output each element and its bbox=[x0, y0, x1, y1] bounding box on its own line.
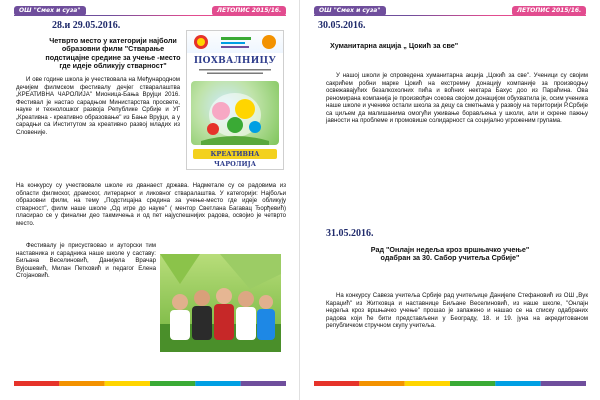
header-rule-right bbox=[314, 15, 586, 16]
left-article-title: Четврто место у категорији најболи образовни филм "Стварање подстицајне средине за учење -место где идеје обликују стварност" bbox=[45, 36, 181, 71]
header-badge-year-right: ЛЕТОПИС 2015/16. bbox=[512, 6, 586, 16]
poster-logos-icon bbox=[187, 31, 283, 53]
header-badge-school-right: ОШ "Смех и суза" bbox=[314, 6, 386, 16]
header-badge-year: ЛЕТОПИС 2015/16. bbox=[212, 6, 286, 16]
right-article-title-1: Хуманитарна акција „ Цокић за све" bbox=[330, 41, 459, 50]
header-rule bbox=[14, 15, 286, 16]
left-closing-paragraph bbox=[16, 242, 156, 280]
right-text-1: У нашој школи је спроведена хуманитарна акција „Цокић за све". Ученици су својим сакрићем робни марке Цокић на екстремну донацију компаније за производњу освежавајућих безалкохолних пића и воћних нектара Бахус доо из Параћина. Ова реномирана компанија је произвођач сокова својом донацијом обухватила је, осим ученика наше школе и ученике остали школа за децу са сметњама у развоју на територији Р.Србије са циљем да малишанима омогући уживање борављења у школи, али и скрене пажњу јавности на проблеме и промовише солидарност са социјално угроженим групама. bbox=[326, 72, 588, 125]
poster-illustration-icon bbox=[191, 81, 279, 145]
right-date-1: 30.05.2016. bbox=[318, 20, 366, 31]
right-rainbow-footer bbox=[314, 381, 586, 386]
left-rainbow-footer bbox=[14, 381, 286, 386]
left-intro-paragraph bbox=[16, 76, 180, 136]
right-page bbox=[300, 0, 600, 400]
right-date-2: 31.05.2016. bbox=[326, 228, 374, 239]
poster-footer-banner: КРЕАТИВНА ЧАРОЛИЈА bbox=[193, 149, 277, 159]
team-photo-image bbox=[160, 254, 281, 352]
right-paragraph-2 bbox=[326, 292, 588, 330]
header-badge-school: ОШ "Смех и суза" bbox=[14, 6, 86, 16]
left-intro-text: И ове године школа је учествовала на Међународном дечијем филмском фестивалу дечјег стваралаштва „КРЕАТИВНА ЧАРОЛИЈА" Мионица-Бања Врујци 2016. Фестивал је настао сарадњом Министарства просвете, науке и технолошког развоја Републике Србије и УГ „Креативна - креативно образовање" из Бање Врујци, а у сарадњи са Институтом за креативно развој младих из Словеније. bbox=[16, 76, 180, 136]
left-date: 28.и 29.05.2016. bbox=[52, 20, 121, 31]
team-photo-icon bbox=[160, 254, 281, 352]
poster-title: ПОХВАЛНИЦУ bbox=[193, 56, 277, 66]
certificate-poster-image bbox=[186, 30, 284, 170]
right-text-2: На конкурсу Савеза учитеља Србије рад учитељице Данијеле Стефановић из ОШ „Вук Караџић" из Житковца и наставнице Биљане Веселиновић, из наше школе, "Онлајн недеља кроз вршњачко учење" прошао је запажено и нашао се на списку одабраних радова који ће бити представљени у Београду, 18. и 19. јуна на акредитованом републичком стручном скупу учитеља. bbox=[326, 292, 588, 330]
left-body-text: На конкурсу су учествовале школе из дванаест држава. Надметале су се радовима из области филмског, драмског, литерарног и ликовног стваралаштва. У категорији: Најбољи образовни филм, на тему „Подстицајна средина за учење-место где идеје обликују стварност", филм наше школе „Од игре до науке" ( ментор Светлана Багавац Ђорђевић) пласирао се у финални део такмичења и од пет најуспешнијих радова, освојио је четврто место. bbox=[16, 182, 286, 227]
poster-illustration bbox=[191, 81, 279, 145]
poster-subtitle-lines bbox=[195, 68, 275, 76]
poster-header-logos bbox=[187, 31, 283, 53]
right-article-title-2: Рад "Онлајн недеља кроз вршњачко учење" одабран за 30. Сабор учитеља Србије" bbox=[370, 245, 530, 263]
left-body-paragraph bbox=[16, 182, 286, 227]
left-closing-text: Фестивалу је присуствовао и ауторски тим наставника и сарадника наше школе у саставу: Биљана Веселиновић, Данијела Врачар Вујошевић, Милан Петковић и педагог Елена Стојановић. bbox=[16, 242, 156, 280]
right-paragraph-1 bbox=[326, 72, 588, 125]
